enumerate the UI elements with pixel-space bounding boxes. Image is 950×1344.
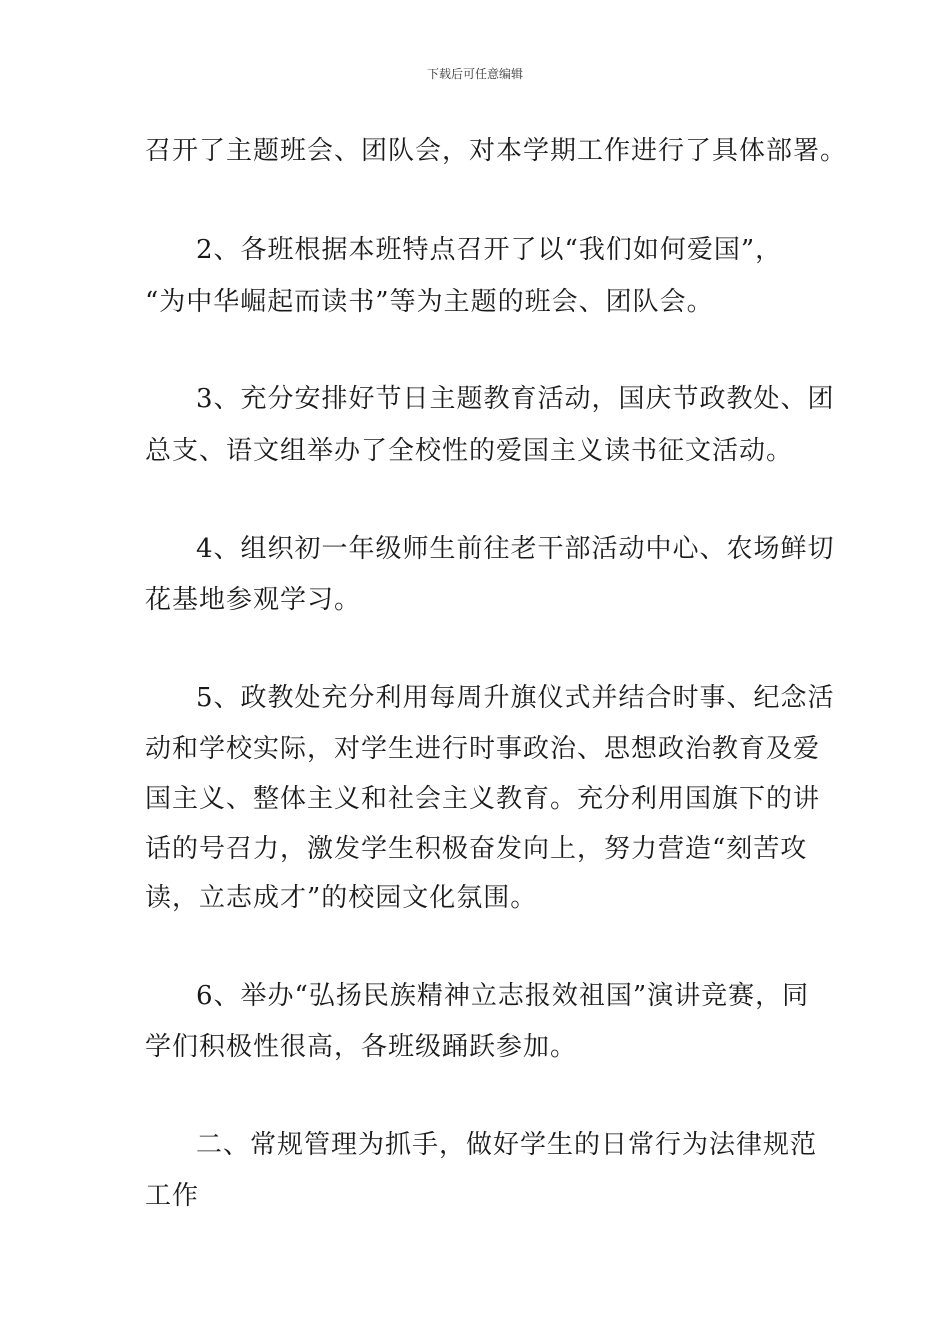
header-note: 下载后可任意编辑 bbox=[426, 67, 523, 81]
paragraph-line: 动和学校实际，对学生进行时事政治、思想政治教育及爱 bbox=[145, 734, 821, 764]
paragraph-line: 学们积极性很高，各班级踊跃参加。 bbox=[145, 1032, 578, 1062]
paragraph-line: 2、各班根据本班特点召开了以“我们如何爱国”， bbox=[196, 235, 783, 265]
paragraph-line: 6、举办“弘扬民族精神立志报效祖国”演讲竞赛，同 bbox=[196, 981, 810, 1011]
paragraph-line: 工作 bbox=[145, 1181, 200, 1211]
paragraph-line: 3、充分安排好节日主题教育活动，国庆节政教处、团 bbox=[196, 384, 835, 414]
paragraph-line: 二、常规管理为抓手，做好学生的日常行为法律规范 bbox=[196, 1130, 818, 1160]
paragraph-line: 5、政教处充分利用每周升旗仪式并结合时事、纪念活 bbox=[196, 683, 835, 713]
paragraph-line: “为中华崛起而读书”等为主题的班会、团队会。 bbox=[145, 287, 714, 317]
paragraph-line: 花基地参观学习。 bbox=[145, 585, 362, 615]
paragraph-line: 话的号召力，激发学生积极奋发向上，努力营造“刻苦攻 bbox=[145, 834, 808, 864]
paragraph-line: 召开了主题班会、团队会，对本学期工作进行了具体部署。 bbox=[145, 136, 848, 166]
paragraph-line: 读，立志成才”的校园文化氛围。 bbox=[145, 883, 538, 913]
paragraph-line: 国主义、整体主义和社会主义教育。充分利用国旗下的讲 bbox=[145, 784, 821, 814]
paragraph-line: 4、组织初一年级师生前往老干部活动中心、农场鲜切 bbox=[196, 534, 835, 564]
paragraph-line: 总支、语文组举办了全校性的爱国主义读书征文活动。 bbox=[145, 436, 794, 466]
